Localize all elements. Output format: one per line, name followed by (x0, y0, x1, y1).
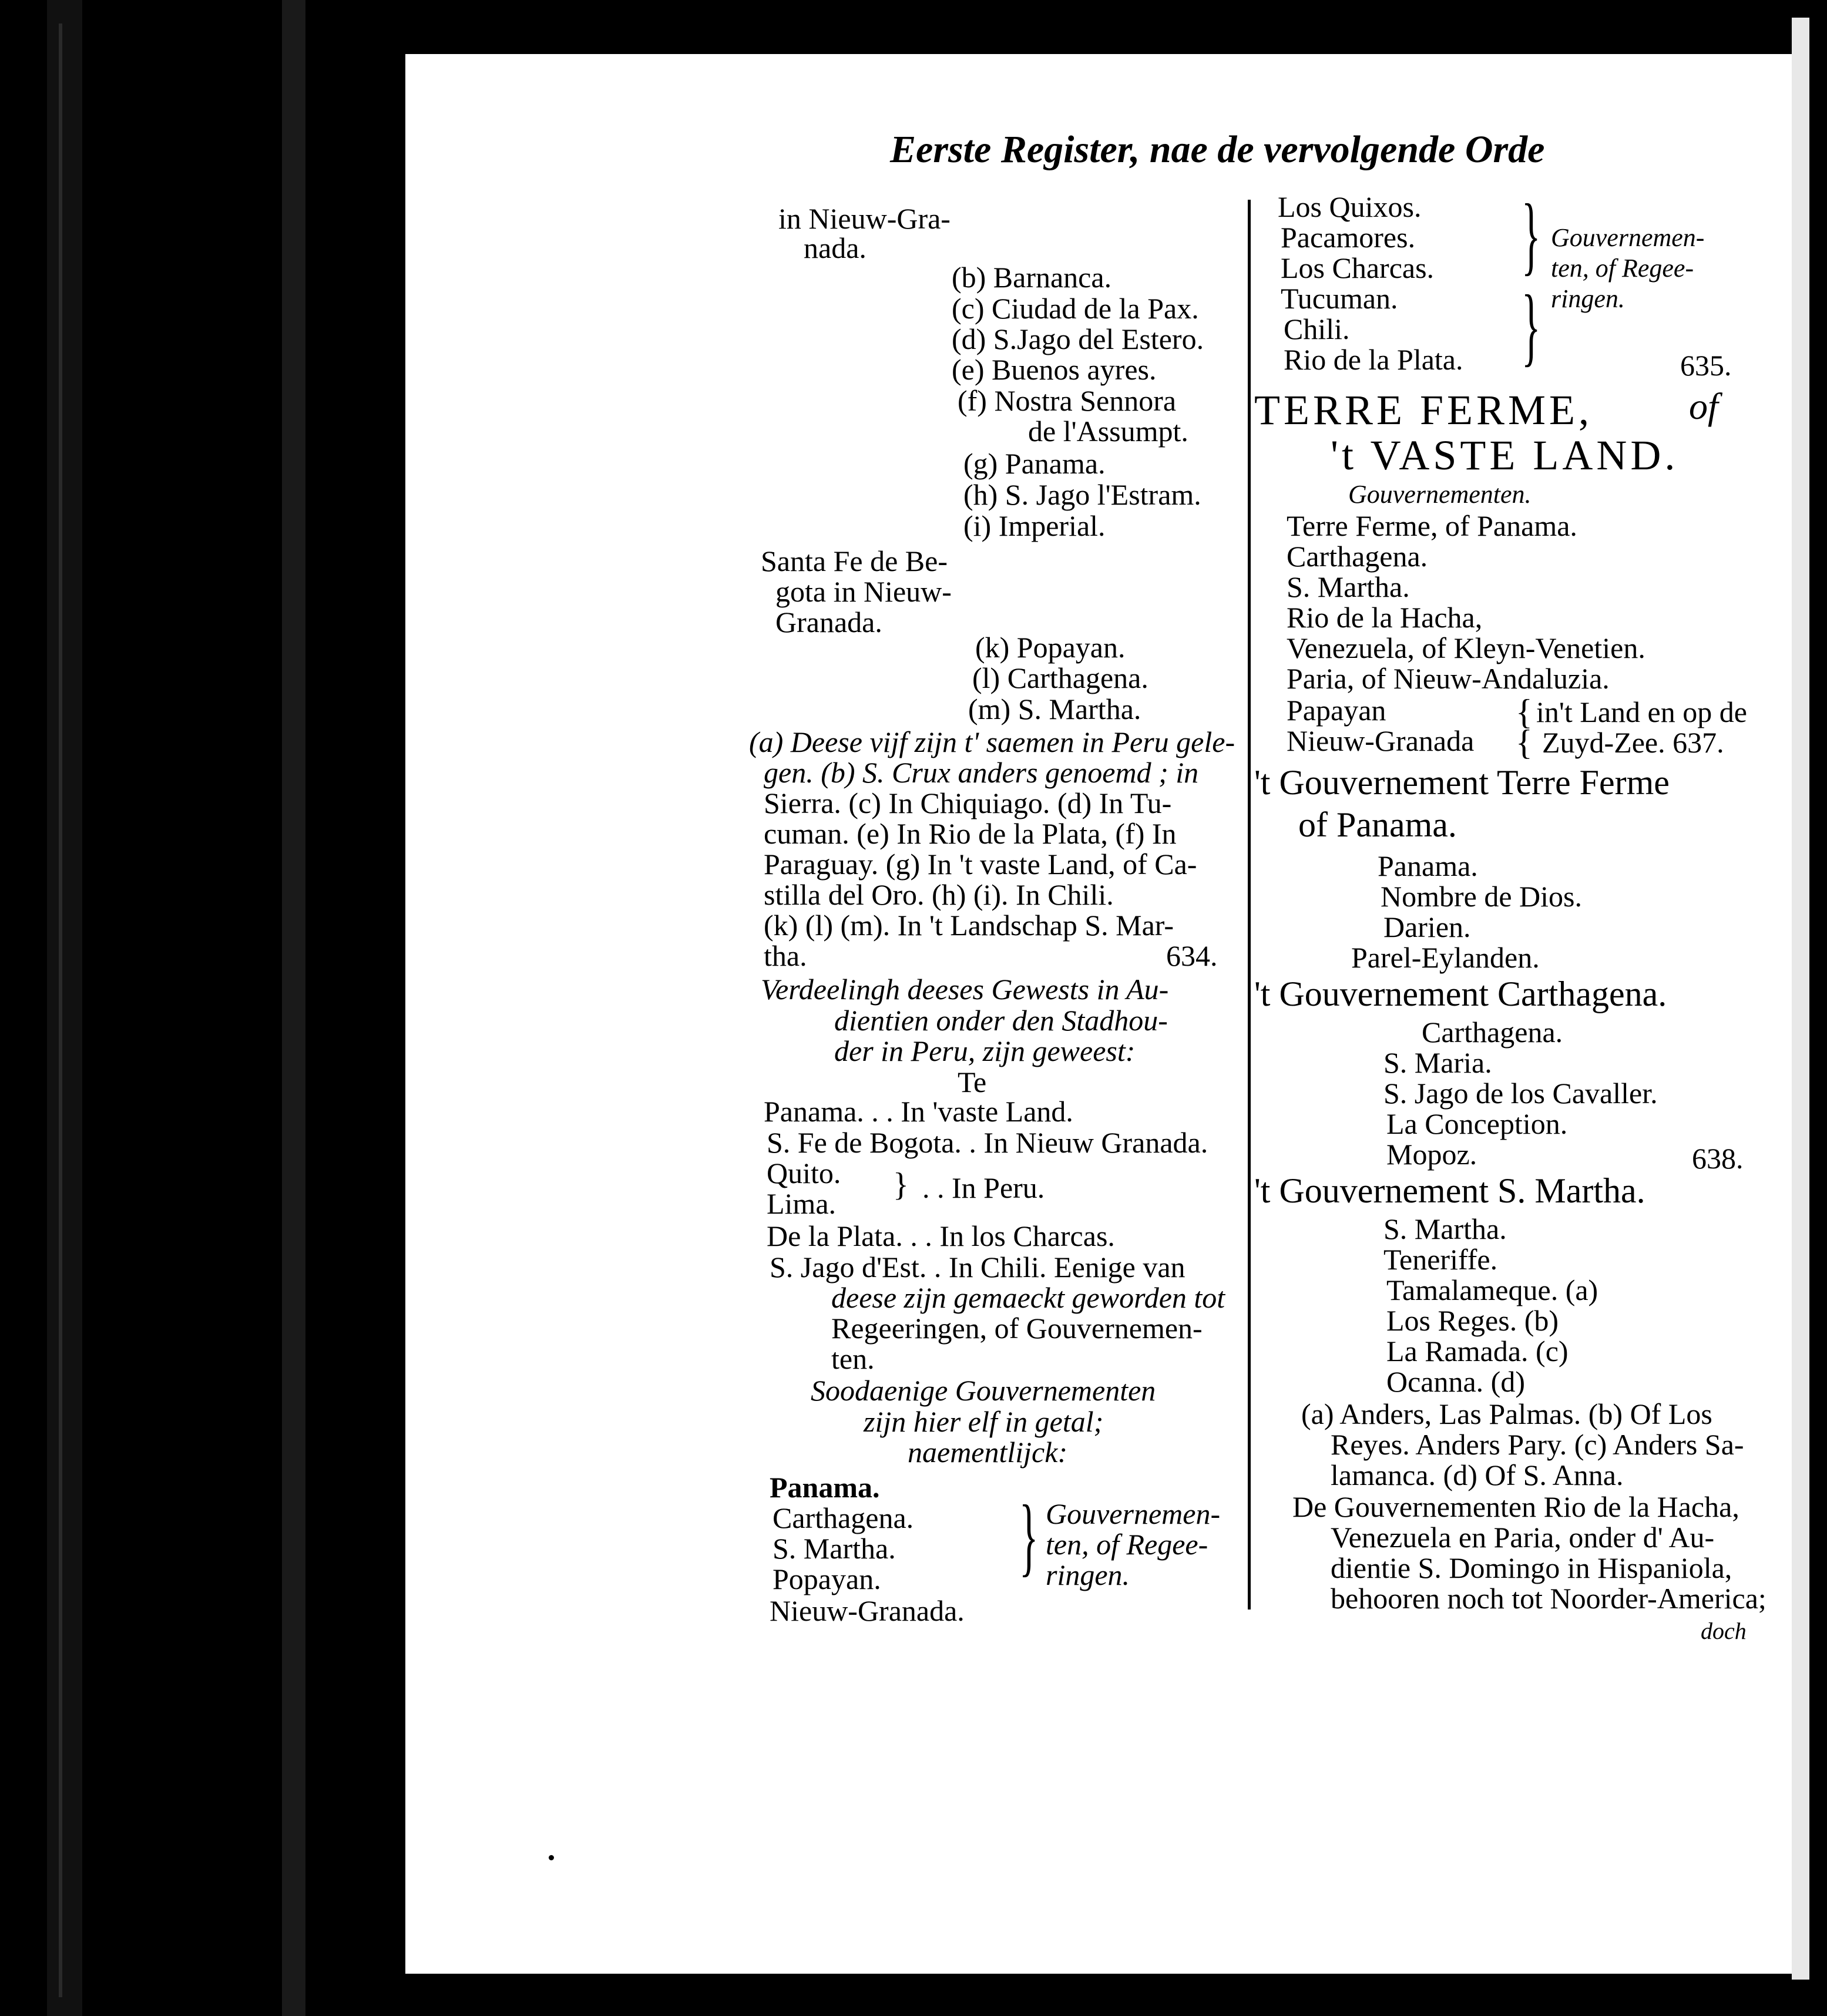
table-row: S. Fe de Bogota. . In Nieuw Granada. (767, 1126, 1208, 1159)
text-line: ringen. (1046, 1558, 1130, 1591)
footnote-line: cuman. (e) In Rio de la Plata, (f) In (764, 817, 1177, 850)
list-item: S. Martha. (1287, 570, 1410, 603)
list-item: (g) Panama. (963, 447, 1106, 480)
brace-mark: } (1019, 1487, 1039, 1585)
section-heading: 't Gouvernement S. Martha. (1254, 1171, 1645, 1210)
text-line: ten, of Regee- (1551, 254, 1694, 283)
list-item: Rio de la Hacha, (1287, 601, 1483, 634)
list-item: Popayan. (773, 1563, 881, 1595)
footnote-line: (k) (l) (m). In 't Landschap S. Mar- (764, 909, 1174, 942)
list-item: La Ramada. (c) (1386, 1335, 1569, 1367)
text-line: dientie S. Domingo in Hispaniola, (1331, 1551, 1732, 1584)
text-line: deese zijn gemaeckt geworden tot (831, 1281, 1225, 1314)
list-item: S. Jago de los Cavaller. (1383, 1077, 1658, 1110)
list-item: Los Reges. (b) (1386, 1304, 1559, 1337)
scan-border (1809, 0, 1827, 2016)
footnote-line: (a) Anders, Las Palmas. (b) Of Los (1301, 1397, 1712, 1430)
text-line: in't Land en op de (1536, 695, 1747, 728)
table-row: . . In Peru. (922, 1171, 1045, 1204)
brace-mark: { (1516, 723, 1533, 762)
text-line: Regeeringen, of Gouvernemen- (831, 1312, 1203, 1345)
brace-mark: } (1522, 186, 1541, 284)
footnote-line: Reyes. Anders Pary. (c) Anders Sa- (1331, 1428, 1744, 1461)
list-item: (e) Buenos ayres. (952, 353, 1157, 386)
text-line: Soodaenige Gouvernementen (811, 1374, 1156, 1407)
table-row: De la Plata. . . In los Charcas. (767, 1219, 1115, 1252)
section-heading: TERRE FERME, (1254, 387, 1593, 434)
page-number: 638. (1692, 1142, 1744, 1175)
list-item: Darien. (1383, 910, 1471, 943)
list-item: Papayan (1287, 694, 1386, 727)
brace-mark: } (1522, 277, 1541, 375)
page-number: 635. (1680, 349, 1732, 382)
text-line: zijn hier elf in getal; (864, 1405, 1104, 1438)
list-item: Teneriffe. (1383, 1243, 1498, 1276)
list-item: Carthagena. (1287, 540, 1428, 573)
list-item: Panama. (1378, 849, 1478, 882)
subheading: Gouvernementen. (1348, 480, 1532, 509)
section-heading: 't Gouvernement Terre Ferme (1254, 763, 1670, 802)
list-item: Mopoz. (1386, 1138, 1477, 1171)
text-line: Zuyd-Zee. 637. (1542, 726, 1724, 759)
table-row: Quito. (767, 1157, 841, 1190)
text-line: nada. (804, 231, 867, 264)
list-item: (f) Nostra Sennora (958, 384, 1177, 417)
table-row: Lima. (767, 1187, 837, 1220)
footnote-line: (a) Deese vijf zijn t' saemen in Peru gele- (749, 725, 1235, 758)
column-divider (1248, 200, 1251, 1610)
footnote-line: Sierra. (c) In Chiquiago. (d) In Tu- (764, 787, 1172, 819)
list-item: Rio de la Plata. (1284, 343, 1463, 376)
list-item: (k) Popayan. (975, 631, 1126, 664)
list-item: (m) S. Martha. (968, 693, 1141, 725)
list-item: S. Maria. (1383, 1046, 1492, 1079)
section-heading: of (1689, 385, 1718, 427)
section-heading: 't Gouvernement Carthagena. (1254, 975, 1667, 1013)
brace-mark: } (893, 1167, 909, 1203)
text-line: Verdeelingh deeses Gewests in Au- (761, 973, 1169, 1006)
spine-edge (59, 23, 62, 1997)
list-item: S. Martha. (773, 1532, 896, 1565)
list-item: (b) Barnanca. (952, 261, 1112, 294)
list-item: Los Quixos. (1278, 190, 1422, 223)
text-line: ten, of Regee- (1046, 1528, 1208, 1561)
page-number: 634. (1166, 939, 1218, 972)
list-item: Carthagena. (773, 1501, 914, 1534)
list-item: Terre Ferme, of Panama. (1287, 509, 1577, 542)
section-heading: 't VASTE LAND. (1331, 432, 1679, 479)
list-item: (i) Imperial. (963, 509, 1106, 542)
catchword: doch (1701, 1618, 1747, 1644)
text-line: behooren noch tot Noorder-America; (1331, 1582, 1766, 1615)
list-item: de l'Assumpt. (1028, 415, 1188, 448)
text-line: gota in Nieuw- (775, 575, 952, 608)
footnote-line: Paraguay. (g) In 't vaste Land, of Ca- (764, 848, 1197, 881)
table-row: S. Jago d'Est. . In Chili. Eenige van (770, 1251, 1185, 1283)
table-row: Panama. . . In 'vaste Land. (764, 1095, 1073, 1128)
list-item: (d) S.Jago del Estero. (952, 322, 1204, 355)
list-item: (c) Ciudad de la Pax. (952, 292, 1199, 325)
page-edge (1792, 18, 1809, 1980)
list-item: Ocanna. (d) (1386, 1365, 1525, 1398)
ink-speck (549, 1855, 554, 1860)
section-heading: of Panama. (1298, 805, 1457, 844)
list-item: Tamalameque. (a) (1386, 1274, 1598, 1306)
text-line: naementlijck: (908, 1436, 1068, 1469)
list-item: Venezuela, of Kleyn-Venetien. (1287, 631, 1645, 664)
text-line: der in Peru, zijn geweest: (834, 1034, 1136, 1067)
list-item: Nieuw-Granada (1287, 724, 1475, 757)
list-item: Nieuw-Granada. (770, 1594, 965, 1627)
text-line: Granada. (775, 606, 882, 639)
footnote-line: stilla del Oro. (h) (i). In Chili. (764, 878, 1114, 911)
list-item: S. Martha. (1383, 1212, 1507, 1245)
text-line: ten. (831, 1342, 875, 1375)
footnote-line: lamanca. (d) Of S. Anna. (1331, 1459, 1624, 1491)
page-top-edge (405, 52, 1809, 54)
text-line: Te (958, 1066, 987, 1098)
text-line: Santa Fe de Be- (761, 545, 948, 577)
footnote-line: gen. (b) S. Crux anders genoemd ; in (764, 756, 1199, 789)
running-header: Eerste Register, nae de vervolgende Orde (890, 128, 1545, 171)
text-line: ringen. (1551, 284, 1625, 313)
text-line: Gouvernemen- (1046, 1497, 1221, 1530)
brace-mark: { (1516, 693, 1533, 731)
text-line: De Gouvernementen Rio de la Hacha, (1292, 1490, 1739, 1523)
list-item: Chili. (1284, 313, 1350, 345)
list-item: Parel-Eylanden. (1351, 941, 1540, 974)
list-item: Panama. (770, 1471, 880, 1504)
list-item: Pacamores. (1281, 221, 1416, 254)
list-item: (l) Carthagena. (972, 661, 1148, 694)
list-item: (h) S. Jago l'Estram. (963, 478, 1201, 511)
list-item: Nombre de Dios. (1381, 880, 1582, 913)
footnote-line: tha. (764, 939, 807, 972)
text-line: in Nieuw-Gra- (778, 202, 951, 235)
list-item: Carthagena. (1422, 1016, 1563, 1049)
text-line: dientien onder den Stadhou- (834, 1004, 1168, 1037)
text-line: Gouvernemen- (1551, 223, 1705, 252)
list-item: Tucuman. (1281, 282, 1398, 315)
list-item: Los Charcas. (1281, 251, 1435, 284)
list-item: Paria, of Nieuw-Andaluzia. (1287, 662, 1610, 695)
list-item: La Conception. (1386, 1107, 1568, 1140)
text-line: Venezuela en Paria, onder d' Au- (1331, 1521, 1715, 1554)
